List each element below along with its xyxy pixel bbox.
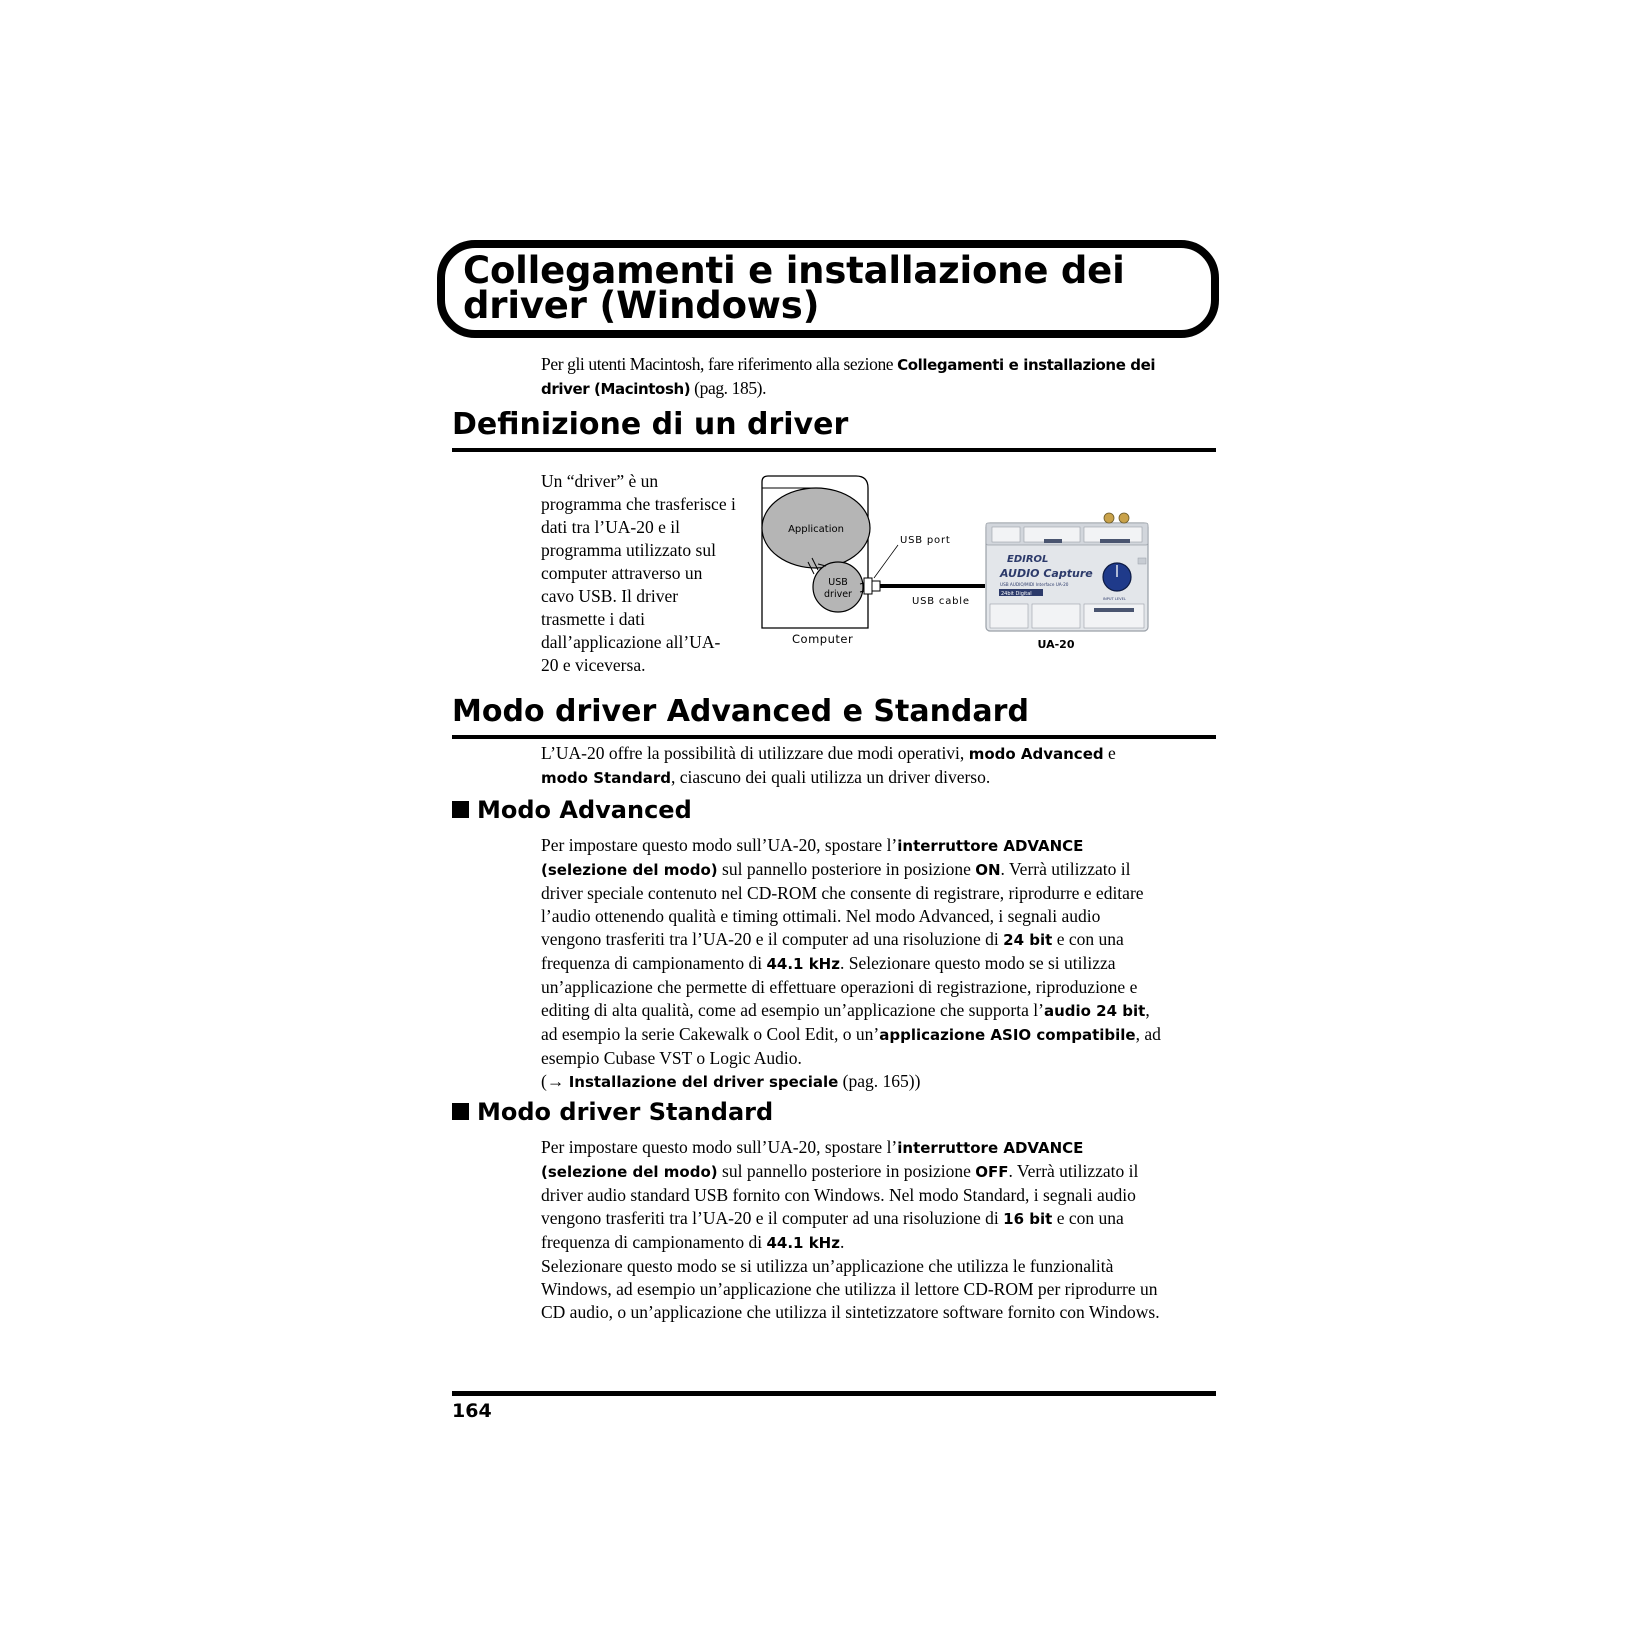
standard-paragraph xyxy=(541,1136,1161,1324)
intro-page-ref: (pag. 185). xyxy=(690,378,767,398)
standard-bold-16bit: 16 bit xyxy=(1003,1210,1053,1228)
heading-definizione: Definizione di un driver xyxy=(452,407,849,442)
page-number: 164 xyxy=(452,1400,492,1422)
device-label: UA-20 xyxy=(1037,638,1075,651)
modes-bold-standard: modo Standard xyxy=(541,769,671,787)
page-title-line-1: Collegamenti e installazione dei xyxy=(463,249,1125,292)
device-knob-label: INPUT LEVEL xyxy=(1103,597,1126,601)
usb-cable-label: USB cable xyxy=(912,596,970,607)
usb-port-pointer xyxy=(874,545,898,578)
standard-text-p2: Selezionare questo modo se si utilizza un’applicazione che utilizza le funzionalità Windows, ad esempio un’applicazione che utilizza il lettore CD-ROM per riprodurre un CD audio, o un’applicazione che utilizza il sintetizzatore software fornito con Windows. xyxy=(541,1256,1160,1322)
standard-text-4: e con una frequenza di campionamento di xyxy=(541,1208,1124,1252)
heading-modo-standard xyxy=(452,1098,773,1126)
driver-definition-paragraph: Un “driver” è un programma che trasferisce i dati tra l’UA-20 e il programma utilizzato sul computer attraverso un cavo USB. Il driver trasmette i dati dall’applicazione all’UA-20 e viceversa. xyxy=(541,471,736,675)
modes-text-2: e xyxy=(1103,743,1116,763)
advanced-bold-switch: interruttore ADVANCE (selezione del modo) xyxy=(541,837,1084,879)
intro-paragraph xyxy=(541,353,1167,401)
driver-diagram xyxy=(760,470,1160,660)
bullet-square xyxy=(452,1103,469,1120)
modes-text-1: L’UA-20 offre la possibilità di utilizzare due modi operativi, xyxy=(541,743,969,763)
advanced-text-2: sul pannello posteriore in posizione xyxy=(717,859,976,879)
device-brand: EDIROL xyxy=(1007,554,1049,565)
device-badge: 24bit Digital xyxy=(1001,591,1032,597)
advanced-ref-close: (pag. 165)) xyxy=(838,1071,921,1091)
standard-text-3: . Verrà utilizzato il driver audio standard USB fornito con Windows. Nel modo Standard, i segnali audio vengono trasferiti tra l’UA-20 e il computer ad una risoluzione di xyxy=(541,1161,1139,1228)
advanced-text-3: . Verrà utilizzato il driver speciale contenuto nel CD-ROM che consente di registrare, riprodurre e editare l’audio ottenendo qualità e timing ottimali. Nel modo Advanced, i segnali audio vengono trasferiti tra l’UA-20 e il computer ad una risoluzione di xyxy=(541,859,1144,949)
standard-text-1: Per impostare questo modo sull’UA-20, spostare l’ xyxy=(541,1137,898,1157)
standard-text-2: sul pannello posteriore in posizione xyxy=(717,1161,976,1181)
advanced-text-4: e con una frequenza di campionamento di xyxy=(541,929,1124,973)
footer-rule xyxy=(452,1391,1216,1396)
usb-driver-label-1: USB xyxy=(828,577,848,588)
heading-modo-driver: Modo driver Advanced e Standard xyxy=(452,694,1029,729)
advanced-text-1: Per impostare questo modo sull’UA-20, spostare l’ xyxy=(541,835,898,855)
standard-bold-off: OFF xyxy=(975,1163,1009,1181)
advanced-text-7: , ad esempio Cubase VST o Logic Audio. xyxy=(541,1024,1161,1068)
bullet-square xyxy=(452,801,469,818)
modes-bold-advanced: modo Advanced xyxy=(968,745,1104,763)
standard-text-5: . xyxy=(839,1232,845,1252)
advanced-paragraph xyxy=(541,834,1161,1094)
ua20-device xyxy=(986,513,1148,631)
heading-modo-standard-text: Modo driver Standard xyxy=(477,1098,774,1126)
advanced-text-6: , ad esempio la serie Cakewalk o Cool Edit, o un’ xyxy=(541,1000,1150,1044)
device-product: AUDIO Capture xyxy=(1000,567,1093,580)
device-subtitle: USB AUDIO/MIDI Interface UA-20 xyxy=(1000,582,1069,587)
advanced-text-5: . Selezionare questo modo se si utilizza un’applicazione che permette di effettuare operazioni di registrazione, riproduzione e editing di alta qualità, come ad esempio un’applicazione che supporta l’ xyxy=(541,953,1138,1020)
computer-label: Computer xyxy=(792,632,854,646)
modes-paragraph xyxy=(541,742,1161,790)
heading-modo-advanced xyxy=(452,796,692,824)
advanced-ref-link[interactable]: Installazione del driver speciale xyxy=(568,1073,839,1091)
modes-text-3: , ciascuno dei quali utilizza un driver diverso. xyxy=(670,767,991,787)
page-title xyxy=(463,249,1203,327)
heading-rule xyxy=(452,448,1216,452)
advanced-bold-audio24: audio 24 bit xyxy=(1043,1002,1146,1020)
usb-plug xyxy=(872,581,880,591)
heading-rule-2 xyxy=(452,735,1216,739)
standard-bold-switch: interruttore ADVANCE (selezione del modo) xyxy=(541,1139,1084,1181)
advanced-bold-asio: applicazione ASIO compatibile xyxy=(879,1026,1136,1044)
usb-driver-label-2: driver xyxy=(824,589,852,600)
heading-modo-advanced-text: Modo Advanced xyxy=(477,796,692,824)
advanced-bold-khz: 44.1 kHz xyxy=(766,955,840,973)
advanced-ref-open: (→ xyxy=(541,1071,569,1091)
advanced-bold-on: ON xyxy=(975,861,1001,879)
intro-text: Per gli utenti Macintosh, fare riferimento alla sezione xyxy=(541,354,898,374)
standard-bold-khz: 44.1 kHz xyxy=(766,1234,840,1252)
usb-port-label: USB port xyxy=(900,535,951,546)
intro-reference: Collegamenti e installazione dei driver (Macintosh) xyxy=(541,356,1156,398)
usb-port-connector xyxy=(864,578,872,594)
page-title-line-2: driver (Windows) xyxy=(463,284,820,327)
application-label: Application xyxy=(788,524,844,535)
advanced-bold-24bit: 24 bit xyxy=(1003,931,1053,949)
